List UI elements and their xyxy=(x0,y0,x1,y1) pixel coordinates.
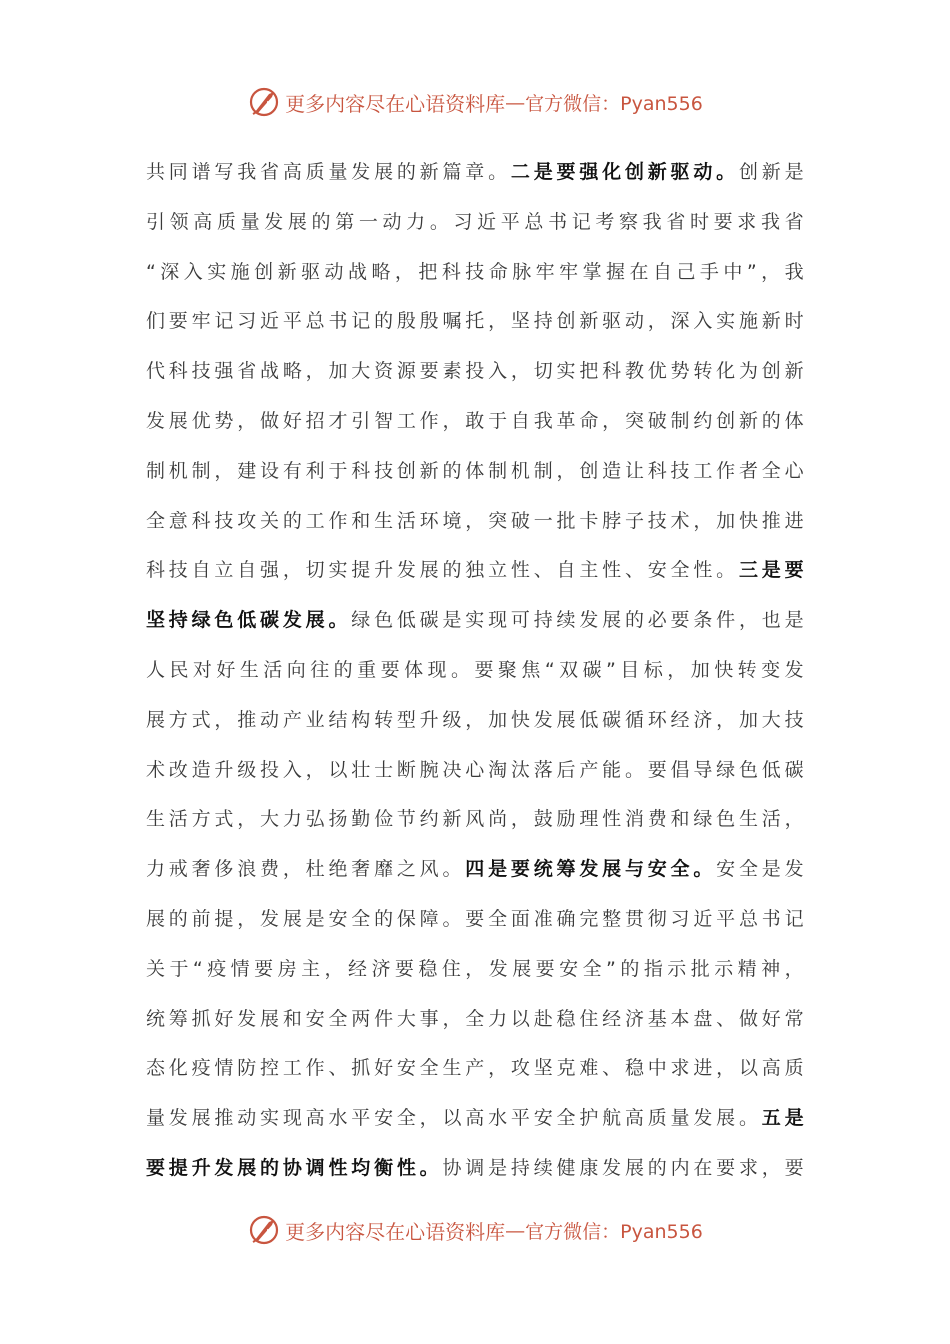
banner-dash: — xyxy=(505,1218,526,1242)
header-watermark-banner xyxy=(0,82,950,122)
banner-site-text: 更多内容尽在心语资料库 xyxy=(285,91,506,116)
body-text-segment: 量发展推动实现高水平安全，以高水平安全护航高质量发展。 xyxy=(146,1107,762,1130)
banner-dash: — xyxy=(505,90,526,114)
text-line xyxy=(146,546,806,596)
footer-watermark-banner xyxy=(0,1210,950,1250)
text-line xyxy=(146,1094,806,1144)
text-line xyxy=(146,1044,806,1094)
text-line xyxy=(146,497,806,547)
body-text-segment: 统筹抓好发展和安全两件大事，全力以赴稳住经济基本盘、做好常 xyxy=(146,1007,806,1030)
body-text-segment: 引领高质量发展的第一动力。习近平总书记考察我省时要求我省 xyxy=(146,210,806,233)
body-text-segment: 展的前提，发展是安全的保障。要全面准确完整贯彻习近平总书记 xyxy=(146,907,806,930)
text-line xyxy=(146,248,806,298)
bold-heading-text: 坚持绿色低碳发展。 xyxy=(146,609,352,632)
pen-quill-icon xyxy=(247,1213,281,1247)
body-text-segment: 创新是 xyxy=(738,161,806,183)
body-text-segment: 力戒奢侈浪费，杜绝奢靡之风。 xyxy=(146,858,466,881)
banner-site-text: 更多内容尽在心语资料库 xyxy=(285,1219,506,1244)
text-line xyxy=(146,198,806,248)
body-text-segment: 生活方式，大力弘扬勤俭节约新风尚，鼓励理性消费和绿色生活， xyxy=(146,808,806,831)
text-line xyxy=(146,447,806,497)
banner-wechat-text: 官方微信：Pyan556 xyxy=(525,92,703,115)
body-text-segment: 代科技强省战略，加大资源要素投入，切实把科教优势转化为创新 xyxy=(146,360,806,383)
body-text-segment: 关于“疫情要房主，经济要稳住，发展要安全”的指示批示精神， xyxy=(146,957,806,980)
bold-heading-text: 三是要 xyxy=(738,559,806,582)
body-text-segment: “深入实施创新驱动战略，把科技命脉牢牢掌握在自己手中”，我 xyxy=(146,260,806,283)
text-line xyxy=(146,895,806,945)
text-line xyxy=(146,297,806,347)
text-line xyxy=(146,945,806,995)
document-paragraph xyxy=(146,148,806,1194)
text-line xyxy=(146,845,806,895)
bold-heading-text: 要提升发展的协调性均衡性。 xyxy=(146,1156,443,1179)
body-text-segment: 展方式，推动产业结构转型升级，加快发展低碳循环经济，加大技 xyxy=(146,708,806,731)
text-line xyxy=(146,646,806,696)
body-text-segment: 态化疫情防控工作、抓好安全生产，攻坚克难、稳中求进，以高质 xyxy=(146,1057,806,1080)
body-text-segment: 协调是持续健康发展的内在要求，要 xyxy=(442,1156,807,1179)
banner-wechat-text: 官方微信：Pyan556 xyxy=(525,1220,703,1243)
text-line xyxy=(146,596,806,646)
bold-heading-text: 四是要统筹发展与安全。 xyxy=(465,858,717,881)
body-text-segment: 科技自立自强，切实提升发展的独立性、自主性、安全性。 xyxy=(146,559,739,582)
pen-quill-icon xyxy=(247,85,281,119)
body-text-segment: 发展优势，做好招才引智工作，敢于自我革命，突破制约创新的体 xyxy=(146,409,806,432)
bold-heading-text: 五是 xyxy=(761,1107,806,1130)
text-line xyxy=(146,696,806,746)
text-line xyxy=(146,795,806,845)
body-text-segment: 人民对好生活向往的重要体现。要聚焦“双碳”目标，加快转变发 xyxy=(146,658,806,681)
bold-heading-text: 二是要强化创新驱动。 xyxy=(510,161,739,183)
text-line xyxy=(146,746,806,796)
body-text-segment: 绿色低碳是实现可持续发展的必要条件，也是 xyxy=(351,609,806,632)
text-line xyxy=(146,148,806,198)
body-text-segment: 们要牢记习近平总书记的殷殷嘱托，坚持创新驱动，深入实施新时 xyxy=(146,310,806,333)
body-text-segment: 全意科技攻关的工作和生活环境，突破一批卡脖子技术，加快推进 xyxy=(146,509,806,532)
body-text-segment: 术改造升级投入，以壮士断腕决心淘汰落后产能。要倡导绿色低碳 xyxy=(146,758,806,781)
text-line xyxy=(146,995,806,1045)
body-text-segment: 共同谱写我省高质量发展的新篇章。 xyxy=(146,161,511,183)
text-line xyxy=(146,347,806,397)
body-text-segment: 安全是发 xyxy=(716,858,806,881)
body-text-segment: 制机制，建设有利于科技创新的体制机制，创造让科技工作者全心 xyxy=(146,459,806,482)
text-line xyxy=(146,1144,806,1194)
text-line xyxy=(146,397,806,447)
